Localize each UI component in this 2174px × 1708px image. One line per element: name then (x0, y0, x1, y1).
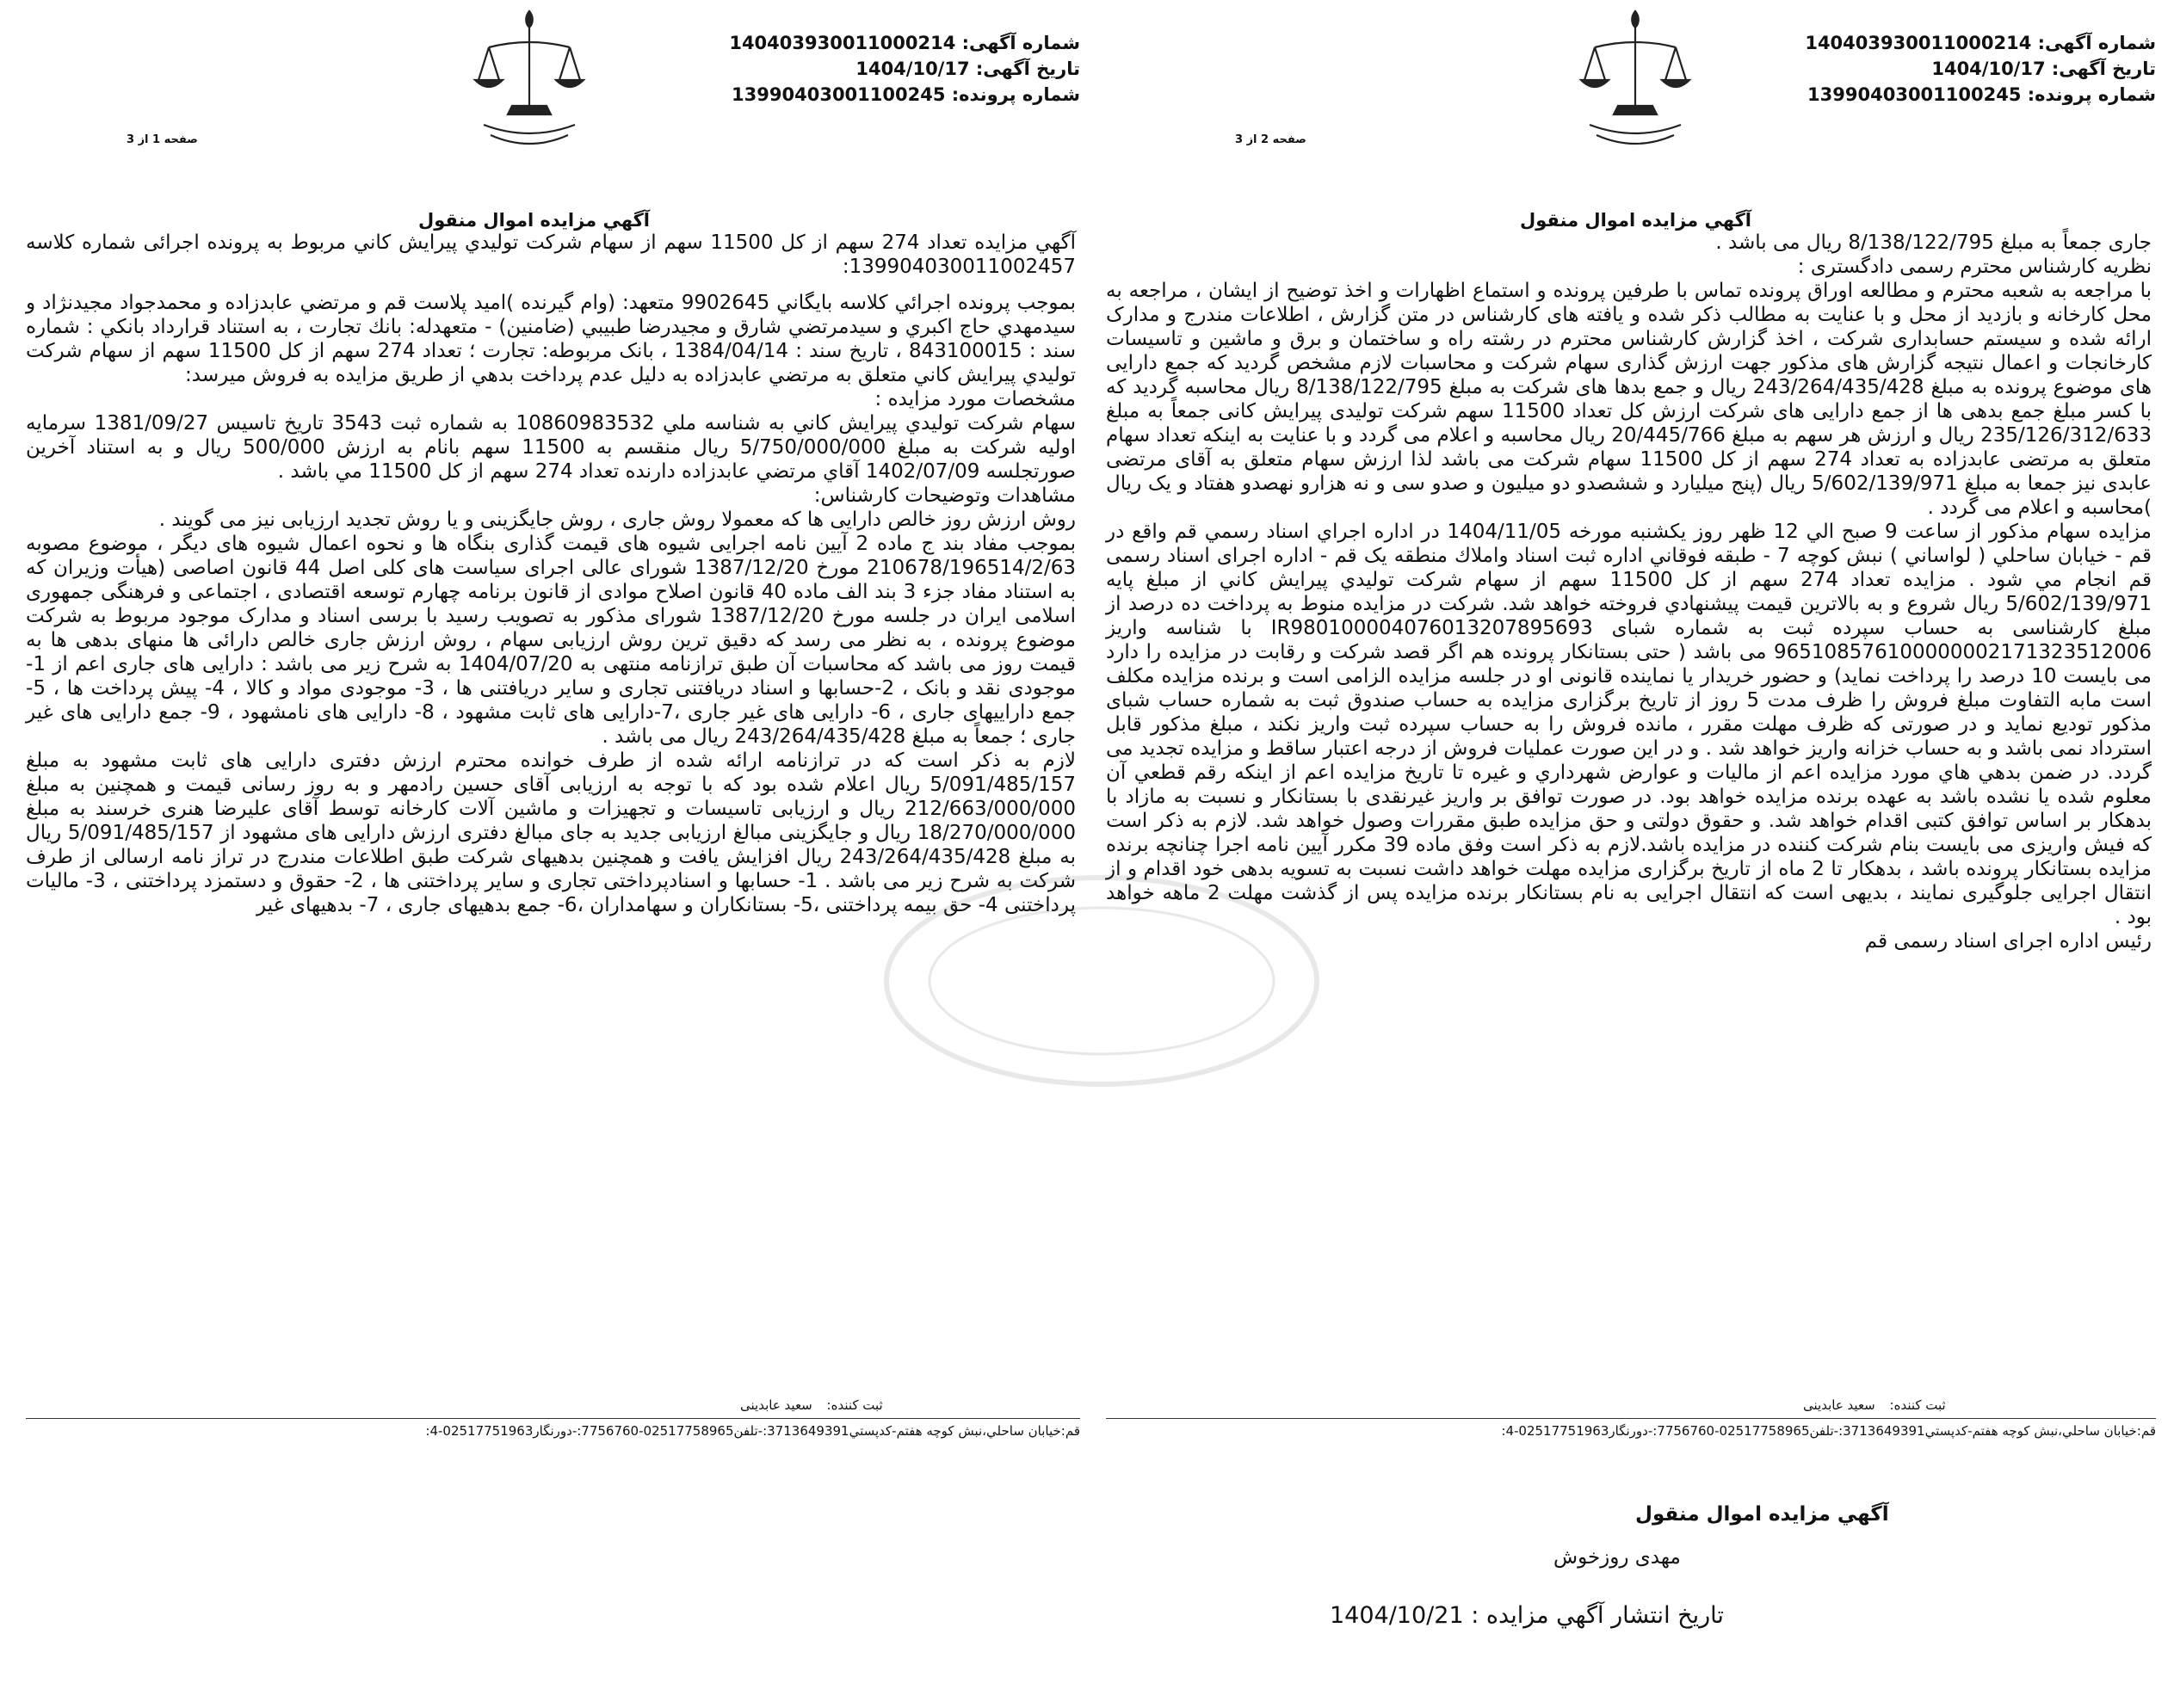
registrar (740, 1397, 883, 1413)
notice-title: آگهي مزايده اموال منقول (418, 210, 650, 231)
paragraph: بموجب پرونده اجرائي كلاسه بايگاني 9902645 متعهد: (وام گيرنده )اميد پلاست قم و مرتضي عابدزاده و محمدجواد مجيدنژاد و سيدمهدي حاج اكبري و سيدمرتضي شارق و مجيدرضا طبيبي (ضامنين) - متعهدله: بانك تجارت ، به استناد قرارداد بانكي : شماره سند : 843100015 ، تاريخ سند : 1384/04/14 ، بانک مربوطه: تجارت ؛ تعداد 274 سهم از كل 11500 سهم از سهام شركت توليدي پيرايش كاني متعلق به مرتضي عابدزاده به دليل عدم پرداخت بدهي از طريق مزايده به فروش ميرسد: (26, 292, 1076, 386)
paragraph-signoff: رئیس اداره اجرای اسناد رسمی قم (1864, 930, 2152, 953)
ad-date-label: تاریخ آگهی: (2051, 59, 2156, 79)
paragraph: مزایده سهام مذکور از ساعت 9 صبح الي 12 ظهر روز يكشنبه مورخه 1404/11/05 در اداره اجراي اسناد رسمي قم واقع در قم - خيابان ساحلي ( لواساني ) نبش كوچه 7 - طبقه فوقاني اداره ثبت اسناد واملاك منطقه يک قم - اداره اجرای اسناد رسمی قم انجام مي شود . مزايده تعداد 274 سهم از كل 11500 سهم از سهام شركت توليدي پيرايش كاني از مبلغ پايه 5/602/139/971 ريال شروع و به بالاترين قيمت پيشنهادي فروخته خواهد شد. شرکت در مزایده منوط به پرداخت ده درصد از مبلغ کارشناسی به حساب سپرده ثبت به شماره شبای IR980100004076013207895693 با شناسه واریز 965108576100000002171323512006 می باشد ( حتی بستانکار پرونده هم اگر قصد شرکت و رقابت در مزایده را دارد می بایست 10 درصد را پرداخت نماید) و حضور خریدار یا نماینده قانونی او در جلسه مزایده الزامی است و برنده مزایده مکلف است مابه التفاوت مبلغ فروش را ظرف مدت 5 روز از تاریخ برگزاری مزایده به حساب صندوق ثبت به شماره حساب شبای مذکور تودیع نماید و در صورتی که ظرف مهلت مقرر ، مانده فروش را به حساب سپرده ثبت واریز نکند ، مبلغ مذکور قابل استرداد نمی باشد و به حساب خزانه واریز خواهد شد . و در این صورت عملیات فروش از درجه اعتبار ساقط و مزایده تجدید می گردد. در ضمن بدهي هاي مورد مزايده اعم از ماليات و عوارض شهرداري و غيره تا تاريخ مزايده اعم از اينكه رقم قطعي آن معلوم شده يا نشده باشد به عهده برنده مزايده خواهد بود. در صورت توافق بر واریز غیرنقدی با بستانکار و نسبت به مازاد با بدهکار بر اساس توافق کتبی اقدام خواهد شد. و حقوق دولتی و حق مزایده طبق مقررات وصول خواهد شد. لازم به ذکر است که فیش واریزی می بایست بنام شرکت کننده در مزایده باشد.لازم به ذکر است وفق ماده 39 مکرر آیین نامه اجرا چنانچه برنده مزایده بستانکار پرونده باشد ، بدهکار تا 2 ماه از تاریخ برگزاری مزایده مهلت خواهد داشت نسبت به تسویه بدهی خود اقدام و از انتقال اجرایی جلوگیری نمایند ، بدیهی است که انتقال اجرایی به نام بستانکار برنده مزایده پس از گذشت مهلت 2 ماهه خواهد بود . (1106, 521, 2152, 928)
notice-page-1 (26, 0, 1080, 1463)
notice-title: آگهي مزايده اموال منقول (1520, 210, 1751, 231)
ad-number: 140403930011000214 (729, 33, 956, 53)
notice-body (1106, 231, 2152, 953)
paragraph: بموجب مفاد بند ج ماده 2 آیین نامه اجرایی شیوه های قیمت گذاری بنگاه ها و نحوه اعمال شیوه های دیگر ، موضوع مصوبه 210678/196514/2/63 مورخ 1387/12/20 شورای عالی اجرای سیاست های کلی اصل 44 قانون اصاصی (هیأت وزیران که به استناد مفاد جزء 3 بند الف ماده 40 قانون اصلاح موادی از قانون برنامه چهارم توسعه اقتصادی ، اجتماعی و فرهنگی جمهوری اسلامی ایران در جلسه مورخ 1387/12/20 شورای مذکور به تصویب رسید با برسی اسناد و مدارک موجود مربوط به شرکت موضوع پرونده ، به نظر می رسد که دقیق ترین روش ارزیابی سهام ، روش ارزش جاری خالص دارائی ها منهای بدهی ها به قیمت روز می باشد که محاسبات آن طبق ترازنامه منتهی به 1404/07/20 به شرح زیر می باشد : دارایی های جاری اعم از 1-موجودی نقد و بانک ، 2-حسابها و اسناد دریافتنی تجاری و سایر دریافتنی ها ، 3- موجودی مواد و کالا ، 4- پیش پرداخت ها ، 5- جمع داراییهای جاری ، 6- دارایی های غیر جاری ،7-دارایی های ثابت مشهود ، 8- دارایی های نامشهود ، 9- جمع دارایی های غیر جاری ؛ جمعاً به مبلغ 243/264/435/428 ریال می باشد . (26, 533, 1077, 748)
summary-title: آگهي مزايده اموال منقول (1635, 1503, 1889, 1526)
case-number-label: شماره پرونده: (2027, 84, 2156, 105)
publish-date-label: تاريخ انتشار آگهي مزايده : (1471, 1602, 1724, 1629)
ad-date-label: تاریخ آگهی: (975, 59, 1080, 79)
ad-number-label: شماره آگهی: (2037, 33, 2156, 53)
registrar (1803, 1397, 1946, 1413)
ad-date: 1404/10/17 (855, 59, 970, 79)
publish-date-line (1330, 1602, 1724, 1629)
judiciary-emblem-icon (1571, 4, 1700, 163)
intro-paragraph: آگهي مزايده تعداد 274 سهم از كل 11500 سهم از سهام شركت توليدي پيرايش كاني مربوط به پرونده اجرائی شماره کلاسه 139904030011002457: (26, 231, 1076, 278)
paragraph: مشخصات مورد مزايده : (874, 388, 1076, 410)
registrar-name: سعید عابدینی (1803, 1397, 1875, 1413)
notice-page-2 (1106, 0, 2156, 1463)
case-number-label: شماره پرونده: (951, 84, 1080, 105)
paragraph: با مراجعه به شعبه محترم و مطالعه اوراق پرونده تماس با طرفین پرونده و استماع اظهارات و اخذ توضیح از ایشان ، مراجعه به محل کارخانه و بازدید از محل و با عنایت به مطالب ذکر شده و یافته های کارشناس در متن گزارش ، اطلاعات مندرج و مدارک ارائه شده و سیستم حسابداری شرکت ، اخذ گزارش کارشناس محترم در رشته راه و ساختمان و برق و ماشین و تاسیسات کارخانجات و اعمال نتیجه گزارش های مذکور جهت ارزش گذاری سهام شرکت و محاسبات لازم مشخص گردید که جمع دارایی های موضوع پرونده به مبلغ 243/264/435/428 ریال و جمع بدها های شرکت به مبلغ 8/138/122/795 ریال محاسبه گردید که با کسر مبلغ جمع بدهی ها از جمع دارایی های شرکت ارزش کل تعداد 11500 سهم شرکت تولیدی پیرایش کانی جمعاً به مبلغ 235/126/312/633 ریال و ارزش هر سهم به مبلغ 20/445/766 ریال محاسبه و اعلام می گردد و با عنایت به اینکه تعداد سهام متعلق به مرتضی عابدزاده به تعداد 274 سهم از کل 11500 سهام شرکت می باشد لذا ارزش سهام متعلق به آقای مرتضی عابدی نیز جمعا به مبلغ 5/602/139/971 ریال (پنج میلیارد و ششصدو دو میلیون و صدو سی و نه هزارو نهصدو هفتاد و یک ریال )محاسبه و اعلام می گردد . (1106, 280, 2152, 519)
paragraph: نظریه کارشناس محترم رسمی دادگستری : (1797, 256, 2152, 278)
page-meta (729, 30, 1080, 108)
footer-address: قم:خيابان ساحلي،نبش كوچه هفتم-كدپستي3713649391:-تلفن02517758965-7756760:-دورنگار02517751963-4: (1501, 1423, 2156, 1439)
ad-number-label: شماره آگهی: (961, 33, 1080, 53)
paragraph: لازم به ذکر است که در ترازنامه ارائه شده از طرف خوانده محترم ارزش دفتری دارایی های ثابت مشهود به مبلغ 5/091/485/157 ریال اعلام شده بود که با توجه به ارزیابی آقای حسین رادمهر و به روز رسانی قیمت و همچنین به مبلغ 212/663/000/000 ریال و ارزیابی تاسیسات و تجهیزات و ماشین آلات کارخانه توسط آقای علیرضا هنری خرسند به مبلغ 18/270/000/000 ریال و جایگزینی مبالغ ارزیابی جدید به جای مبالغ دفتری ارزش دارایی های مشهود از 5/091/485/157 ریال به مبلغ 243/264/435/428 ریال افزایش یافت و همچنین بدهیهای شرکت طبق اطلاعات مندرج در تراز نامه ارسالی از طرف شرکت به شرح زیر می باشد . 1- حسابها و اسنادپرداختی تجاری و سایر پرداختنی ها ، 2- حقوق و دستمزد پرداختنی ، 3- مالیات پرداختنی 4- حق بیمه پرداختنی ،5- بستانکاران و سهامداران ،6- جمع بدهیهای جاری ، 7- بدهیهای غیر (26, 749, 1077, 916)
registrar-label: ثبت کننده: (1889, 1397, 1946, 1413)
ad-date: 1404/10/17 (1931, 59, 2046, 79)
footer-divider (26, 1418, 1080, 1419)
case-number: 13990403001100245 (1807, 84, 2022, 105)
page-meta (1805, 30, 2156, 108)
publish-date: 1404/10/21 (1330, 1602, 1464, 1629)
judiciary-emblem-icon (465, 4, 594, 163)
paragraph: روش ارزش روز خالص دارایی ها که معمولا روش جاری ، روش جایگزینی و یا روش تجدید ارزیابی نیز می گویند . (158, 509, 1076, 531)
page-number: صفحه 1 از 3 (127, 133, 198, 146)
paragraph: سهام شركت توليدي پيرايش كاني به شناسه ملي 10860983532 به شماره ثبت 3543 تاريخ تاسيس 1381/09/27 سرمايه اوليه شركت به مبلغ 5/750/000/000 ريال منقسم به 11500 سهم بانام به ارزش 500/000 ريال و به استناد آخرين صورتجلسه 1402/07/09 آقاي مرتضي عابدزاده دارنده تعداد 274 سهم از كل 11500 مي باشد . (26, 412, 1076, 483)
footer-address: قم:خيابان ساحلي،نبش كوچه هفتم-كدپستي3713649391:-تلفن02517758965-7756760:-دورنگار02517751963-4: (425, 1423, 1080, 1439)
paragraph: جاری جمعاً به مبلغ 8/138/122/795 ریال می باشد . (1715, 231, 2152, 254)
paragraph: مشاهدات وتوضيحات كارشناس: (813, 484, 1076, 507)
page-number: صفحه 2 از 3 (1235, 133, 1306, 146)
summary-name: مهدی روزخوش (1553, 1546, 1681, 1569)
notice-body (26, 231, 1076, 917)
ad-number: 140403930011000214 (1805, 33, 2032, 53)
registrar-label: ثبت کننده: (826, 1397, 883, 1413)
registrar-name: سعید عابدینی (740, 1397, 812, 1413)
case-number: 13990403001100245 (732, 84, 946, 105)
footer-divider (1106, 1418, 2156, 1419)
